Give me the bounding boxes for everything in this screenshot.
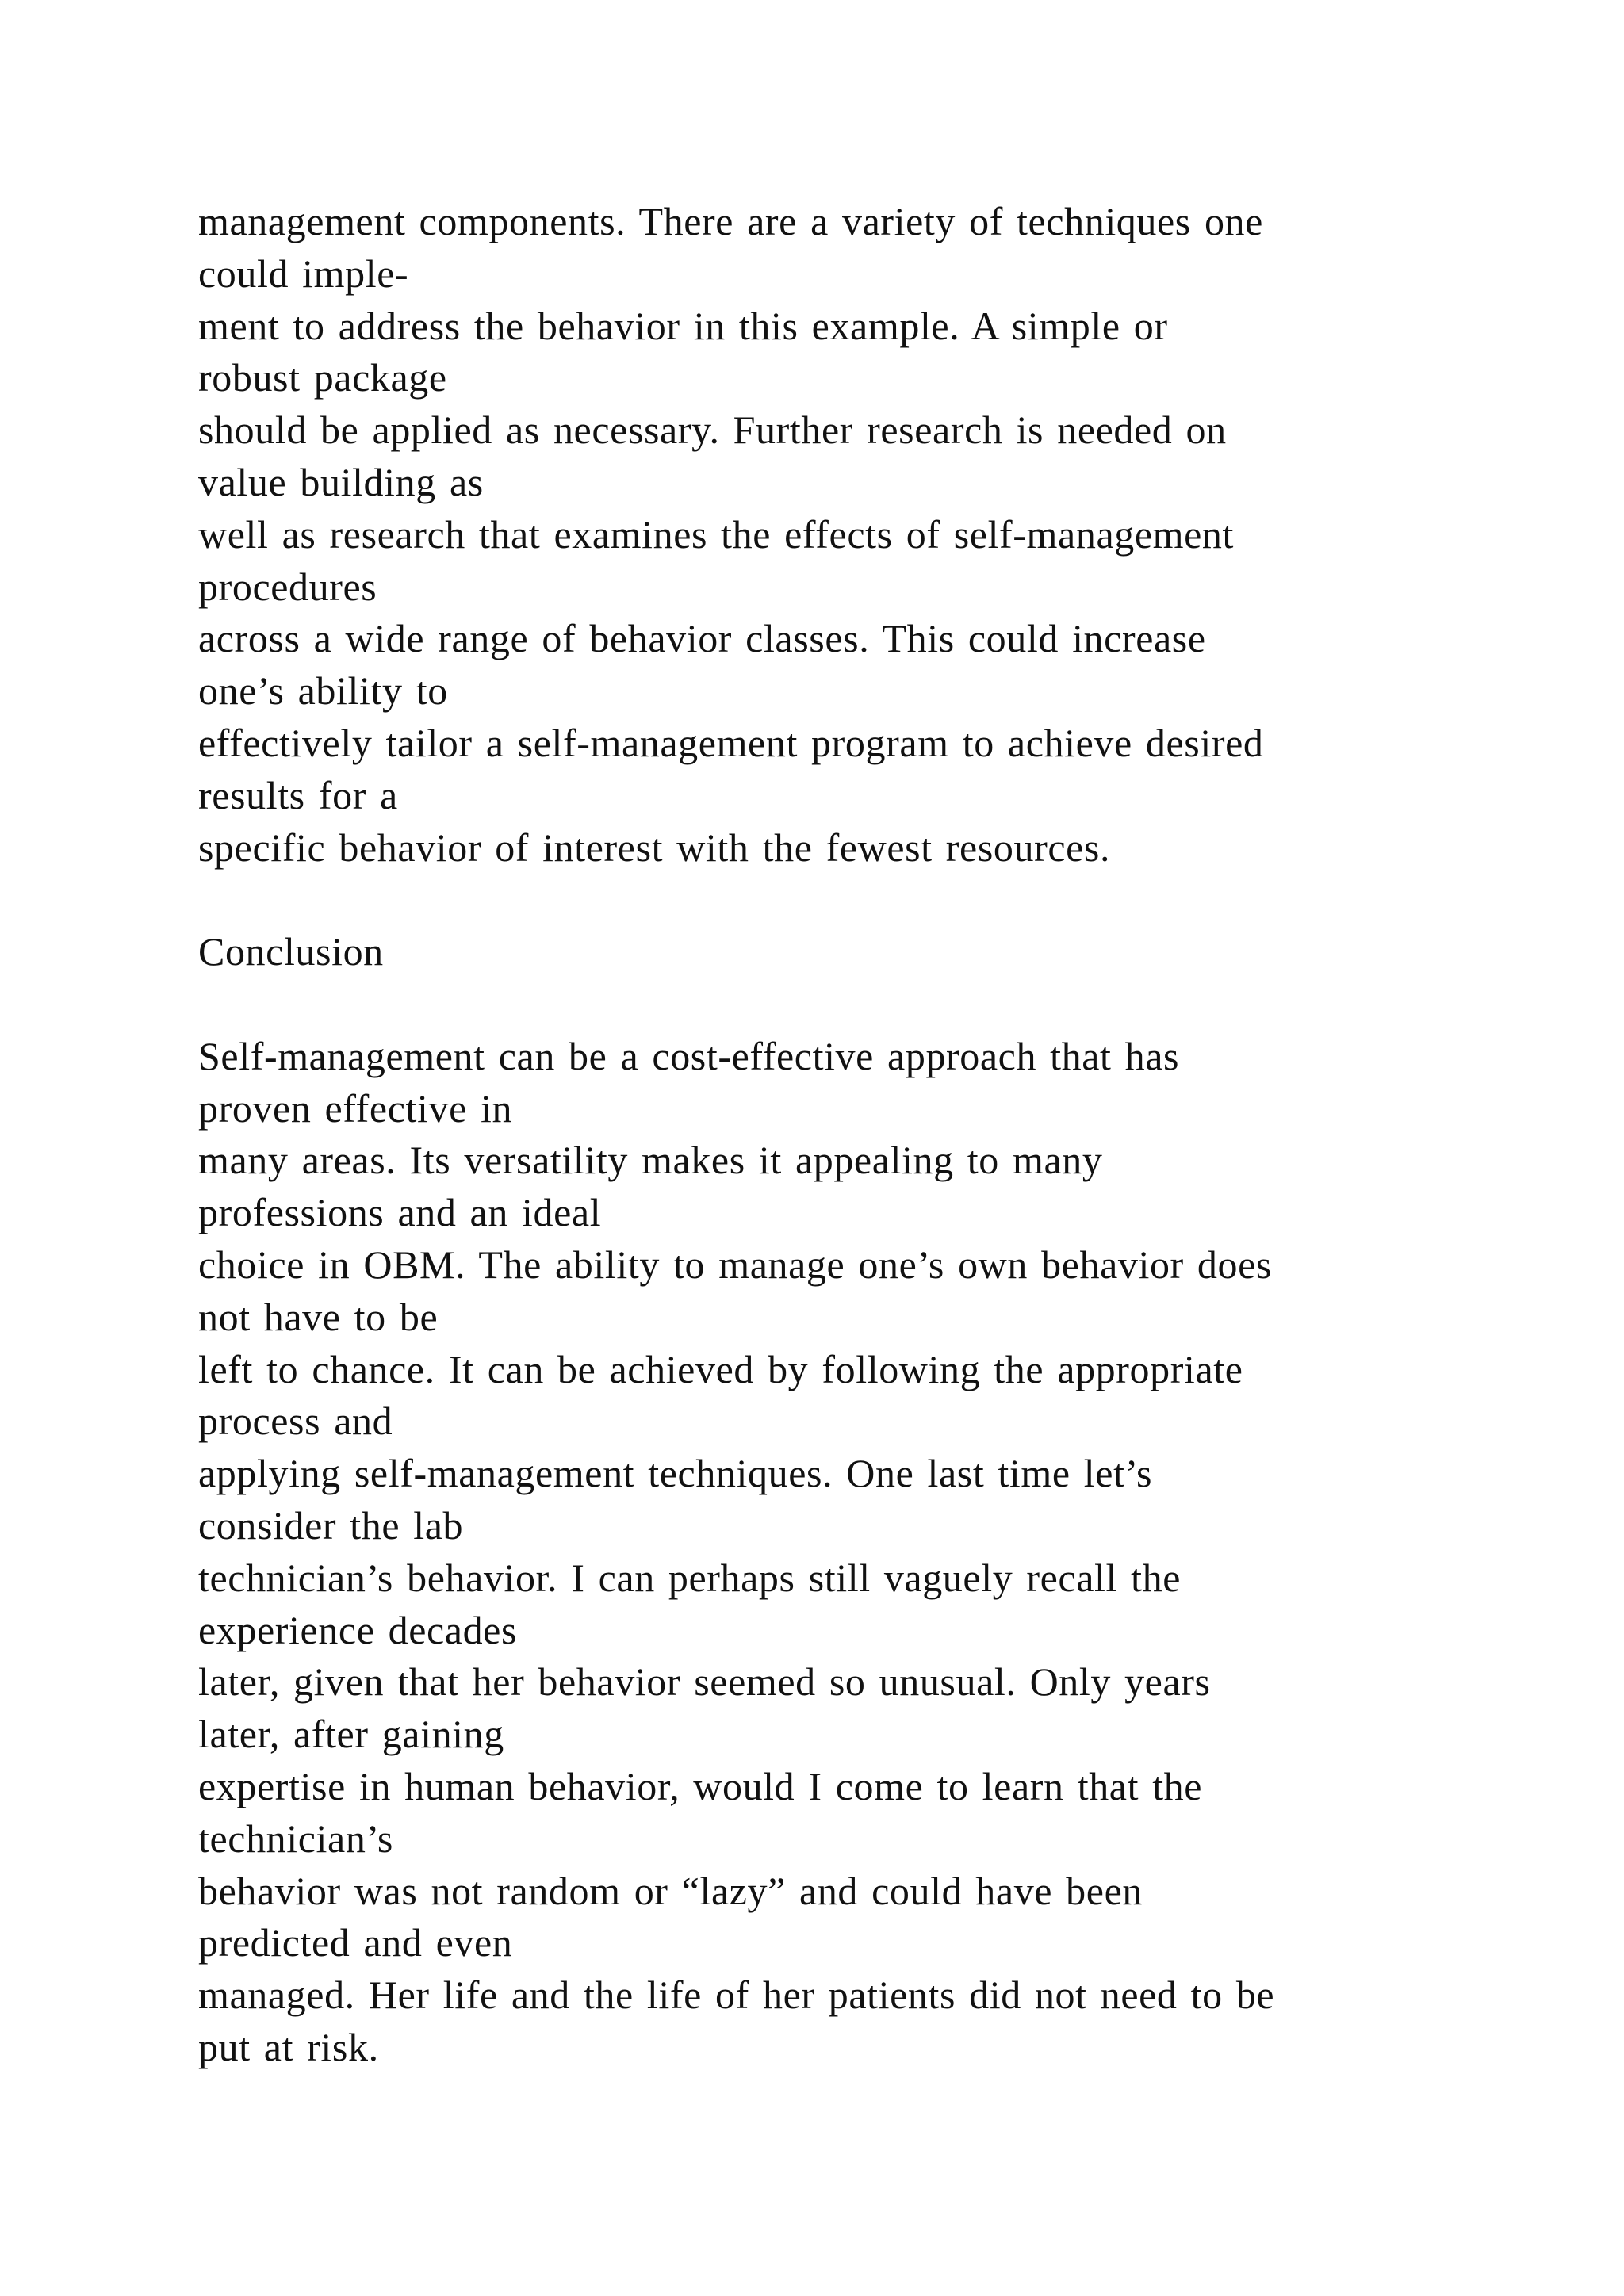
text-line: applying self-management techniques. One last time let’s xyxy=(198,1451,1153,1496)
text-line: Self-management can be a cost-effective approach that has xyxy=(198,1033,1180,1078)
text-line: experience decades xyxy=(198,1607,518,1652)
text-line: later, given that her behavior seemed so unusual. Only years xyxy=(198,1659,1211,1705)
text-line: robust package xyxy=(198,355,447,400)
text-line: proven effective in xyxy=(198,1085,513,1131)
text-line: across a wide range of behavior classes. This could increase xyxy=(198,616,1206,661)
text-line: could imple- xyxy=(198,251,409,296)
text-line: choice in OBM. The ability to manage one’s own behavior does xyxy=(198,1242,1272,1287)
text-line: technician’s behavior. I can perhaps still vaguely recall the xyxy=(198,1555,1181,1600)
paragraph-1 xyxy=(198,196,1507,874)
text-line: should be applied as necessary. Further research is needed on xyxy=(198,408,1227,453)
section-heading: Conclusion xyxy=(198,929,384,974)
text-line: well as research that examines the effects of self-management xyxy=(198,511,1235,557)
text-line: one’s ability to xyxy=(198,668,448,714)
text-line: ment to address the behavior in this example. A simple or xyxy=(198,303,1168,348)
text-line: consider the lab xyxy=(198,1502,464,1548)
text-line: procedures xyxy=(198,564,377,609)
text-line: many areas. Its versatility makes it appealing to many xyxy=(198,1138,1103,1183)
blank-line xyxy=(198,978,1507,1031)
text-line: managed. Her life and the life of her patients did not need to be xyxy=(198,1973,1275,2018)
text-line: technician’s xyxy=(198,1816,393,1861)
text-line: behavior was not random or “lazy” and could have been xyxy=(198,1868,1143,1913)
text-line: put at risk. xyxy=(198,2024,379,2069)
text-line: process and xyxy=(198,1399,393,1444)
text-line: effectively tailor a self-management program to achieve desired xyxy=(198,720,1264,765)
text-line: professions and an ideal xyxy=(198,1190,602,1235)
text-line: not have to be xyxy=(198,1294,439,1339)
text-line: specific behavior of interest with the fewest resources. xyxy=(198,825,1111,870)
text-line: predicted and even xyxy=(198,1920,513,1965)
text-line: later, after gaining xyxy=(198,1712,504,1757)
text-line: expertise in human behavior, would I come to learn that the xyxy=(198,1763,1203,1808)
text-line: left to chance. It can be achieved by following the appropriate xyxy=(198,1346,1243,1391)
text-line: management components. There are a variety of techniques one xyxy=(198,199,1263,243)
text-line: results for a xyxy=(198,772,398,817)
paragraph-2 xyxy=(198,1031,1507,2074)
text-line: value building as xyxy=(198,459,484,504)
document-text xyxy=(198,196,1507,2074)
blank-line xyxy=(198,874,1507,926)
